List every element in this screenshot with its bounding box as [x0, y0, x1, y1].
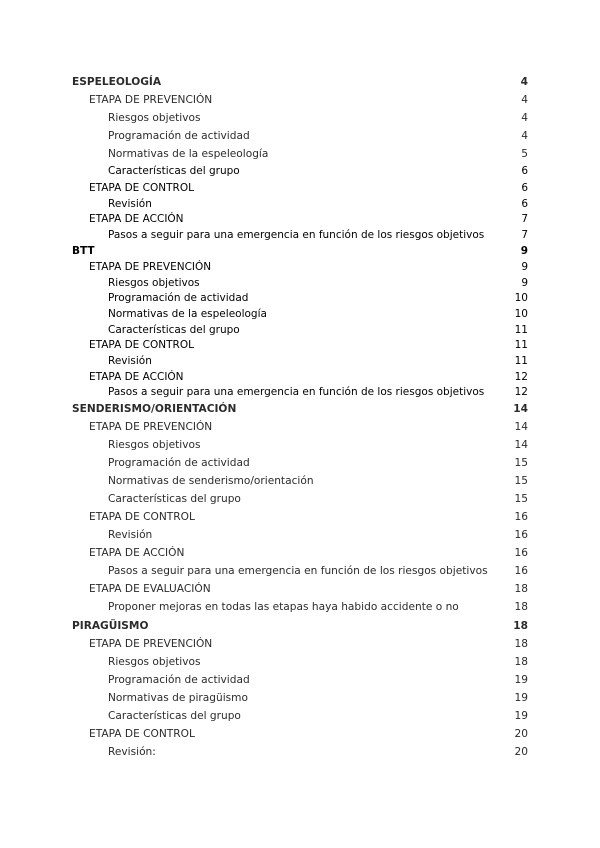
toc-entry-title: Características del grupo [108, 165, 240, 177]
toc-entry-title: Programación de actividad [108, 457, 250, 469]
toc-entry[interactable] [72, 437, 528, 453]
toc-entry-title: Pasos a seguir para una emergencia en función de los riesgos objetivos [108, 565, 488, 577]
toc-entry[interactable] [72, 163, 528, 179]
toc-entry-title: ETAPA DE ACCIÓN [89, 371, 184, 383]
toc-entry[interactable] [72, 581, 528, 597]
toc-entry-page: 14 [514, 421, 528, 433]
toc-entry-title: ETAPA DE PREVENCIÓN [89, 261, 212, 273]
toc-entry[interactable] [72, 322, 528, 338]
toc-entry[interactable] [72, 672, 528, 688]
toc-entry-page: 12 [514, 386, 528, 398]
toc-entry-title: ETAPA DE ACCIÓN [89, 213, 184, 225]
toc-entry-title: Normativas de piragüismo [108, 692, 248, 704]
toc-entry[interactable] [72, 455, 528, 471]
toc-entry-title: SENDERISMO/ORIENTACIÓN [72, 403, 237, 415]
toc-entry[interactable] [72, 599, 528, 615]
toc-entry-title: ETAPA DE CONTROL [89, 182, 194, 194]
toc-entry-page: 18 [514, 656, 528, 668]
toc-entry-page: 15 [514, 493, 528, 505]
toc-entry-page: 12 [514, 371, 528, 383]
toc-entry-title: ESPELEOLOGÍA [72, 76, 162, 88]
toc-entry-page: 19 [514, 692, 528, 704]
toc-entry[interactable] [72, 726, 528, 742]
toc-entry-title: Pasos a seguir para una emergencia en función de los riesgos objetivos [108, 386, 485, 398]
toc-entry-title: Revisión: [108, 746, 156, 758]
toc-entry[interactable] [72, 690, 528, 706]
toc-entry-title: Programación de actividad [108, 292, 249, 304]
toc-entry[interactable] [72, 290, 528, 306]
toc-entry-title: ETAPA DE CONTROL [89, 728, 195, 740]
toc-entry-page: 11 [514, 324, 528, 336]
toc-entry-title: Proponer mejoras en todas las etapas haya habido accidente o no [108, 601, 459, 613]
toc-entry-page: 18 [514, 601, 528, 613]
toc-entry-title: Normativas de la espeleología [108, 148, 269, 160]
toc-entry[interactable] [72, 744, 528, 760]
toc-entry-title: ETAPA DE EVALUACIÓN [89, 583, 211, 595]
toc-entry-page: 4 [521, 112, 528, 124]
toc-entry-title: Normativas de la espeleología [108, 308, 267, 320]
toc-entry-title: Revisión [108, 355, 152, 367]
toc-entry-title: Normativas de senderismo/orientación [108, 475, 314, 487]
toc-entry-title: Programación de actividad [108, 674, 250, 686]
toc-entry-title: ETAPA DE PREVENCIÓN [89, 421, 213, 433]
toc-entry-page: 7 [521, 229, 528, 241]
toc-entry-title: Programación de actividad [108, 130, 250, 142]
toc-entry-page: 6 [521, 198, 528, 210]
toc-entry-page: 19 [514, 710, 528, 722]
toc-entry[interactable] [72, 527, 528, 543]
toc-entry-title: Características del grupo [108, 710, 241, 722]
toc-entry-page: 9 [521, 261, 528, 273]
toc-entry-title: Revisión [108, 198, 152, 210]
toc-entry-title: Características del grupo [108, 324, 240, 336]
toc-entry-page: 4 [521, 130, 528, 142]
toc-entry[interactable] [72, 128, 528, 144]
toc-entry-page: 15 [514, 457, 528, 469]
toc-entry-title: BTT [72, 245, 95, 257]
toc-entry-page: 16 [514, 565, 528, 577]
toc-entry-page: 18 [514, 583, 528, 595]
toc-entry-title: Riesgos objetivos [108, 439, 201, 451]
toc-entry[interactable] [72, 275, 528, 291]
toc-entry[interactable] [72, 563, 528, 579]
toc-entry-page: 19 [514, 674, 528, 686]
toc-entry[interactable] [72, 243, 528, 259]
toc-entry[interactable] [72, 196, 528, 212]
toc-entry-title: ETAPA DE CONTROL [89, 339, 194, 351]
toc-entry-page: 18 [513, 620, 528, 632]
toc-entry[interactable] [72, 353, 528, 369]
toc-entry-page: 16 [514, 547, 528, 559]
toc-entry[interactable] [72, 636, 528, 652]
toc-entry-page: 4 [520, 76, 528, 88]
toc-entry[interactable] [72, 92, 528, 108]
toc-entry[interactable] [72, 384, 528, 400]
toc-entry-title: Características del grupo [108, 493, 241, 505]
toc-entry-page: 4 [521, 94, 528, 106]
toc-entry-page: 14 [514, 439, 528, 451]
toc-entry-title: Riesgos objetivos [108, 656, 201, 668]
toc-entry-page: 18 [514, 638, 528, 650]
toc-entry-page: 16 [514, 511, 528, 523]
toc-entry[interactable] [72, 227, 528, 243]
toc-entry[interactable] [72, 369, 528, 385]
toc-entry-title: ETAPA DE PREVENCIÓN [89, 94, 213, 106]
toc-entry-page: 15 [514, 475, 528, 487]
toc-entry-page: 20 [514, 746, 528, 758]
toc-entry-title: Revisión [108, 529, 153, 541]
toc-entry[interactable] [72, 509, 528, 525]
toc-entry-title: ETAPA DE PREVENCIÓN [89, 638, 213, 650]
toc-entry[interactable] [72, 110, 528, 126]
toc-entry[interactable] [72, 211, 528, 227]
toc-entry-title: Pasos a seguir para una emergencia en función de los riesgos objetivos [108, 229, 485, 241]
toc-entry-page: 11 [514, 355, 528, 367]
toc-entry-page: 10 [514, 308, 528, 320]
toc-entry-page: 6 [521, 182, 528, 194]
toc-entry[interactable] [72, 180, 528, 196]
toc-entry[interactable] [72, 618, 528, 634]
toc-entry-title: PIRAGÜISMO [72, 620, 149, 632]
toc-entry-title: Riesgos objetivos [108, 112, 201, 124]
toc-entry-page: 5 [521, 148, 528, 160]
toc-entry-page: 9 [520, 245, 528, 257]
toc-entry-page: 9 [521, 277, 528, 289]
toc-entry[interactable] [72, 259, 528, 275]
toc-entry-page: 6 [521, 165, 528, 177]
toc-entry[interactable] [72, 401, 528, 417]
toc-entry-page: 11 [514, 339, 528, 351]
toc-entry[interactable] [72, 545, 528, 561]
toc-entry[interactable] [72, 491, 528, 507]
toc-entry-title: ETAPA DE CONTROL [89, 511, 195, 523]
toc-entry-page: 14 [513, 403, 528, 415]
toc-entry[interactable] [72, 473, 528, 489]
toc-entry-page: 16 [514, 529, 528, 541]
toc-entry-page: 7 [521, 213, 528, 225]
toc-entry[interactable] [72, 306, 528, 322]
toc-entry[interactable] [72, 74, 528, 90]
toc-entry-page: 10 [514, 292, 528, 304]
toc-entry[interactable] [72, 654, 528, 670]
toc-entry-title: Riesgos objetivos [108, 277, 200, 289]
toc-entry-page: 20 [514, 728, 528, 740]
toc-entry[interactable] [72, 146, 528, 162]
toc-entry[interactable] [72, 708, 528, 724]
toc-entry[interactable] [72, 337, 528, 353]
toc-entry[interactable] [72, 419, 528, 435]
toc-entry-title: ETAPA DE ACCIÓN [89, 547, 185, 559]
